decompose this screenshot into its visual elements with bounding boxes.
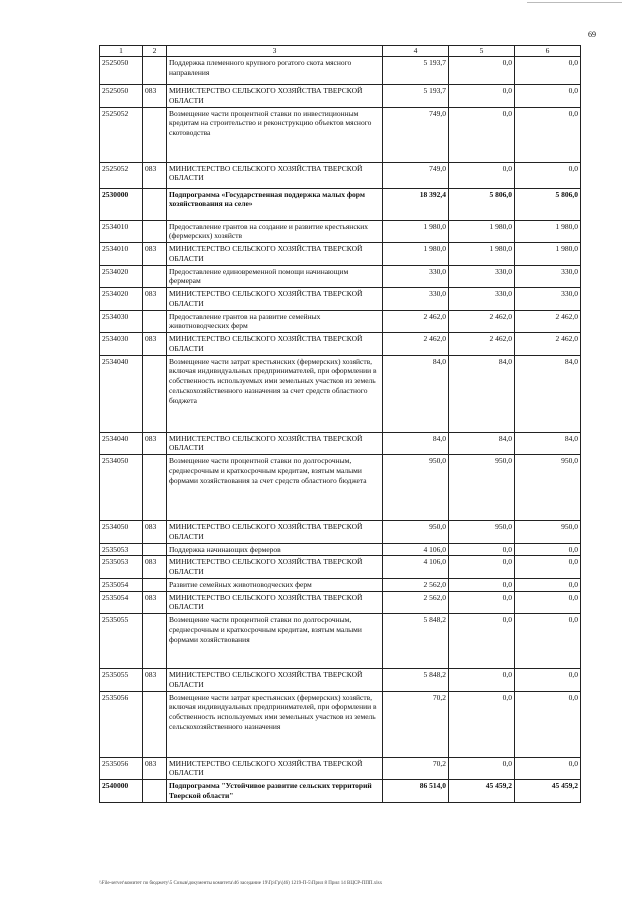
target-code-cell: 2534010 bbox=[100, 220, 143, 243]
amount-col6-cell: 0,0 bbox=[515, 57, 581, 85]
amount-col6-cell: 0,0 bbox=[515, 162, 581, 188]
target-code-cell: 2535055 bbox=[100, 669, 143, 692]
budget-table bbox=[99, 45, 581, 803]
amount-col6-cell: 330,0 bbox=[515, 288, 581, 311]
target-code-cell: 2535055 bbox=[100, 614, 143, 669]
amount-col6-cell: 1 980,0 bbox=[515, 243, 581, 266]
amount-col4-cell: 4 106,0 bbox=[383, 556, 449, 579]
table-row bbox=[100, 455, 581, 521]
amount-col5-cell: 1 980,0 bbox=[449, 243, 515, 266]
amount-col4-cell: 749,0 bbox=[383, 162, 449, 188]
department-row bbox=[100, 556, 581, 579]
table-row bbox=[100, 543, 581, 556]
amount-col4-cell: 1 980,0 bbox=[383, 243, 449, 266]
amount-col4-cell: 84,0 bbox=[383, 355, 449, 432]
department-code-cell bbox=[143, 455, 167, 521]
department-code-cell: 083 bbox=[143, 243, 167, 266]
header-cell-4: 4 bbox=[383, 46, 449, 57]
target-code-cell: 2525052 bbox=[100, 107, 143, 162]
item-name-cell: Возмещение части процентной ставки по долгосрочным, среднесрочным и краткосрочным кредитам, взятым малыми формами хозяйствования за счет средств областного бюджета bbox=[167, 455, 383, 521]
amount-col4-cell: 5 193,7 bbox=[383, 85, 449, 108]
item-name-cell: Подпрограмма "Устойчивое развитие сельских территорий Тверской области" bbox=[167, 780, 383, 803]
department-code-cell: 083 bbox=[143, 521, 167, 544]
item-name-cell: МИНИСТЕРСТВО СЕЛЬСКОГО ХОЗЯЙСТВА ТВЕРСКОЙ ОБЛАСТИ bbox=[167, 591, 383, 614]
amount-col5-cell: 84,0 bbox=[449, 432, 515, 455]
amount-col6-cell: 84,0 bbox=[515, 432, 581, 455]
top-rule bbox=[527, 2, 622, 3]
amount-col5-cell: 0,0 bbox=[449, 591, 515, 614]
target-code-cell: 2534050 bbox=[100, 521, 143, 544]
department-code-cell: 083 bbox=[143, 556, 167, 579]
amount-col5-cell: 0,0 bbox=[449, 614, 515, 669]
amount-col4-cell: 84,0 bbox=[383, 432, 449, 455]
amount-col5-cell: 950,0 bbox=[449, 455, 515, 521]
table-row bbox=[100, 578, 581, 591]
target-code-cell: 2540000 bbox=[100, 780, 143, 803]
amount-col4-cell: 70,2 bbox=[383, 757, 449, 780]
department-code-cell bbox=[143, 188, 167, 220]
target-code-cell: 2534040 bbox=[100, 432, 143, 455]
department-code-cell bbox=[143, 355, 167, 432]
amount-col4-cell: 1 980,0 bbox=[383, 220, 449, 243]
item-name-cell: МИНИСТЕРСТВО СЕЛЬСКОГО ХОЗЯЙСТВА ТВЕРСКОЙ ОБЛАСТИ bbox=[167, 162, 383, 188]
amount-col5-cell: 330,0 bbox=[449, 265, 515, 288]
amount-col5-cell: 0,0 bbox=[449, 57, 515, 85]
amount-col6-cell: 0,0 bbox=[515, 757, 581, 780]
table-row bbox=[100, 57, 581, 85]
header-cell-6: 6 bbox=[515, 46, 581, 57]
department-code-cell: 083 bbox=[143, 162, 167, 188]
subprogram-row bbox=[100, 780, 581, 803]
amount-col6-cell: 0,0 bbox=[515, 578, 581, 591]
amount-col5-cell: 0,0 bbox=[449, 691, 515, 757]
header-cell-3: 3 bbox=[167, 46, 383, 57]
amount-col6-cell: 0,0 bbox=[515, 691, 581, 757]
item-name-cell: Предоставление грантов на создание и развитие крестьянских (фермерских) хозяйств bbox=[167, 220, 383, 243]
amount-col5-cell: 0,0 bbox=[449, 578, 515, 591]
amount-col4-cell: 950,0 bbox=[383, 455, 449, 521]
header-cell-2: 2 bbox=[143, 46, 167, 57]
department-row bbox=[100, 243, 581, 266]
department-row bbox=[100, 288, 581, 311]
amount-col5-cell: 2 462,0 bbox=[449, 310, 515, 333]
item-name-cell: МИНИСТЕРСТВО СЕЛЬСКОГО ХОЗЯЙСТВА ТВЕРСКОЙ ОБЛАСТИ bbox=[167, 432, 383, 455]
amount-col4-cell: 18 392,4 bbox=[383, 188, 449, 220]
target-code-cell: 2525052 bbox=[100, 162, 143, 188]
item-name-cell: МИНИСТЕРСТВО СЕЛЬСКОГО ХОЗЯЙСТВА ТВЕРСКОЙ ОБЛАСТИ bbox=[167, 521, 383, 544]
department-code-cell: 083 bbox=[143, 85, 167, 108]
item-name-cell: МИНИСТЕРСТВО СЕЛЬСКОГО ХОЗЯЙСТВА ТВЕРСКОЙ ОБЛАСТИ bbox=[167, 556, 383, 579]
amount-col6-cell: 1 980,0 bbox=[515, 220, 581, 243]
department-row bbox=[100, 521, 581, 544]
amount-col5-cell: 0,0 bbox=[449, 757, 515, 780]
item-name-cell: МИНИСТЕРСТВО СЕЛЬСКОГО ХОЗЯЙСТВА ТВЕРСКОЙ ОБЛАСТИ bbox=[167, 669, 383, 692]
target-code-cell: 2534040 bbox=[100, 355, 143, 432]
item-name-cell: МИНИСТЕРСТВО СЕЛЬСКОГО ХОЗЯЙСТВА ТВЕРСКОЙ ОБЛАСТИ bbox=[167, 757, 383, 780]
department-code-cell: 083 bbox=[143, 288, 167, 311]
header-cell-1: 1 bbox=[100, 46, 143, 57]
amount-col6-cell: 0,0 bbox=[515, 614, 581, 669]
amount-col6-cell: 5 806,0 bbox=[515, 188, 581, 220]
item-name-cell: Возмещение части затрат крестьянских (фермерских) хозяйств, включая индивидуальных предпринимателей, при оформлении в собственность используемых ими земельных участков из земель сельскохозяйственного назначения за счет средств областного бюджета bbox=[167, 355, 383, 432]
amount-col4-cell: 5 848,2 bbox=[383, 669, 449, 692]
amount-col6-cell: 0,0 bbox=[515, 85, 581, 108]
amount-col6-cell: 0,0 bbox=[515, 107, 581, 162]
department-code-cell: 083 bbox=[143, 669, 167, 692]
department-code-cell bbox=[143, 220, 167, 243]
amount-col5-cell: 0,0 bbox=[449, 85, 515, 108]
amount-col4-cell: 4 106,0 bbox=[383, 543, 449, 556]
department-code-cell bbox=[143, 578, 167, 591]
amount-col4-cell: 2 462,0 bbox=[383, 333, 449, 356]
table-body bbox=[100, 57, 581, 803]
department-row bbox=[100, 432, 581, 455]
department-code-cell: 083 bbox=[143, 591, 167, 614]
department-row bbox=[100, 85, 581, 108]
department-row bbox=[100, 591, 581, 614]
amount-col6-cell: 0,0 bbox=[515, 669, 581, 692]
subprogram-row bbox=[100, 188, 581, 220]
table-row bbox=[100, 310, 581, 333]
target-code-cell: 2535056 bbox=[100, 757, 143, 780]
amount-col5-cell: 0,0 bbox=[449, 556, 515, 579]
amount-col5-cell: 5 806,0 bbox=[449, 188, 515, 220]
amount-col4-cell: 330,0 bbox=[383, 265, 449, 288]
table-row bbox=[100, 265, 581, 288]
amount-col5-cell: 950,0 bbox=[449, 521, 515, 544]
amount-col5-cell: 330,0 bbox=[449, 288, 515, 311]
table-row bbox=[100, 355, 581, 432]
department-row bbox=[100, 333, 581, 356]
item-name-cell: Предоставление единовременной помощи начинающим фермерам bbox=[167, 265, 383, 288]
target-code-cell: 2530000 bbox=[100, 188, 143, 220]
amount-col4-cell: 2 562,0 bbox=[383, 591, 449, 614]
item-name-cell: Поддержка начинающих фермеров bbox=[167, 543, 383, 556]
target-code-cell: 2535053 bbox=[100, 543, 143, 556]
target-code-cell: 2534030 bbox=[100, 310, 143, 333]
amount-col5-cell: 0,0 bbox=[449, 543, 515, 556]
amount-col4-cell: 5 848,2 bbox=[383, 614, 449, 669]
item-name-cell: Предоставление грантов на развитие семейных животноводческих ферм bbox=[167, 310, 383, 333]
amount-col6-cell: 330,0 bbox=[515, 265, 581, 288]
target-code-cell: 2535054 bbox=[100, 578, 143, 591]
target-code-cell: 2535053 bbox=[100, 556, 143, 579]
amount-col6-cell: 0,0 bbox=[515, 556, 581, 579]
amount-col5-cell: 0,0 bbox=[449, 107, 515, 162]
amount-col5-cell: 0,0 bbox=[449, 669, 515, 692]
amount-col4-cell: 86 514,0 bbox=[383, 780, 449, 803]
department-code-cell bbox=[143, 691, 167, 757]
item-name-cell: МИНИСТЕРСТВО СЕЛЬСКОГО ХОЗЯЙСТВА ТВЕРСКОЙ ОБЛАСТИ bbox=[167, 243, 383, 266]
target-code-cell: 2534030 bbox=[100, 333, 143, 356]
department-code-cell bbox=[143, 543, 167, 556]
amount-col6-cell: 0,0 bbox=[515, 543, 581, 556]
amount-col6-cell: 2 462,0 bbox=[515, 310, 581, 333]
amount-col6-cell: 84,0 bbox=[515, 355, 581, 432]
amount-col4-cell: 70,2 bbox=[383, 691, 449, 757]
amount-col4-cell: 950,0 bbox=[383, 521, 449, 544]
item-name-cell: Подпрограмма «Государственная поддержка малых форм хозяйствования на селе» bbox=[167, 188, 383, 220]
item-name-cell: Возмещение части процентной ставки по долгосрочным, среднесрочным и краткосрочным кредитам, взятым малыми формами хозяйствования bbox=[167, 614, 383, 669]
amount-col6-cell: 950,0 bbox=[515, 521, 581, 544]
amount-col6-cell: 950,0 bbox=[515, 455, 581, 521]
amount-col5-cell: 45 459,2 bbox=[449, 780, 515, 803]
item-name-cell: Возмещение части процентной ставки по инвестиционным кредитам на строительство и реконструкцию объектов мясного скотоводства bbox=[167, 107, 383, 162]
amount-col4-cell: 2 462,0 bbox=[383, 310, 449, 333]
target-code-cell: 2525050 bbox=[100, 85, 143, 108]
department-code-cell bbox=[143, 57, 167, 85]
table-row bbox=[100, 107, 581, 162]
file-path-footer: \\File-server\комитет по бюджету\5 Созыв\документы комитета\46 заседание 19\Гр\Гр\(46) 1219-П-5\Прил 8 Прил 14 ВЦСР-ППП.xlsx bbox=[99, 881, 383, 886]
amount-col4-cell: 5 193,7 bbox=[383, 57, 449, 85]
amount-col6-cell: 45 459,2 bbox=[515, 780, 581, 803]
department-code-cell bbox=[143, 310, 167, 333]
department-row bbox=[100, 669, 581, 692]
header-cell-5: 5 bbox=[449, 46, 515, 57]
department-code-cell bbox=[143, 614, 167, 669]
target-code-cell: 2535054 bbox=[100, 591, 143, 614]
department-code-cell: 083 bbox=[143, 333, 167, 356]
amount-col4-cell: 2 562,0 bbox=[383, 578, 449, 591]
amount-col4-cell: 330,0 bbox=[383, 288, 449, 311]
page-number: 69 bbox=[588, 30, 596, 39]
target-code-cell: 2534020 bbox=[100, 288, 143, 311]
item-name-cell: Поддержка племенного крупного рогатого скота мясного направления bbox=[167, 57, 383, 85]
target-code-cell: 2535056 bbox=[100, 691, 143, 757]
department-row bbox=[100, 162, 581, 188]
department-code-cell bbox=[143, 107, 167, 162]
amount-col6-cell: 0,0 bbox=[515, 591, 581, 614]
department-code-cell: 083 bbox=[143, 432, 167, 455]
department-code-cell bbox=[143, 265, 167, 288]
target-code-cell: 2534010 bbox=[100, 243, 143, 266]
table-row bbox=[100, 614, 581, 669]
header-row bbox=[100, 46, 581, 57]
amount-col5-cell: 1 980,0 bbox=[449, 220, 515, 243]
department-code-cell bbox=[143, 780, 167, 803]
item-name-cell: Развитие семейных животноводческих ферм bbox=[167, 578, 383, 591]
amount-col4-cell: 749,0 bbox=[383, 107, 449, 162]
item-name-cell: Возмещение части затрат крестьянских (фермерских) хозяйств, включая индивидуальных предпринимателей, при оформлении в собственность используемых ими земельных участков из земель сельскохозяйственного назначения bbox=[167, 691, 383, 757]
department-row bbox=[100, 757, 581, 780]
item-name-cell: МИНИСТЕРСТВО СЕЛЬСКОГО ХОЗЯЙСТВА ТВЕРСКОЙ ОБЛАСТИ bbox=[167, 85, 383, 108]
table-row bbox=[100, 220, 581, 243]
table-row bbox=[100, 691, 581, 757]
target-code-cell: 2534020 bbox=[100, 265, 143, 288]
target-code-cell: 2525050 bbox=[100, 57, 143, 85]
target-code-cell: 2534050 bbox=[100, 455, 143, 521]
amount-col6-cell: 2 462,0 bbox=[515, 333, 581, 356]
item-name-cell: МИНИСТЕРСТВО СЕЛЬСКОГО ХОЗЯЙСТВА ТВЕРСКОЙ ОБЛАСТИ bbox=[167, 288, 383, 311]
department-code-cell: 083 bbox=[143, 757, 167, 780]
amount-col5-cell: 0,0 bbox=[449, 162, 515, 188]
amount-col5-cell: 2 462,0 bbox=[449, 333, 515, 356]
amount-col5-cell: 84,0 bbox=[449, 355, 515, 432]
item-name-cell: МИНИСТЕРСТВО СЕЛЬСКОГО ХОЗЯЙСТВА ТВЕРСКОЙ ОБЛАСТИ bbox=[167, 333, 383, 356]
